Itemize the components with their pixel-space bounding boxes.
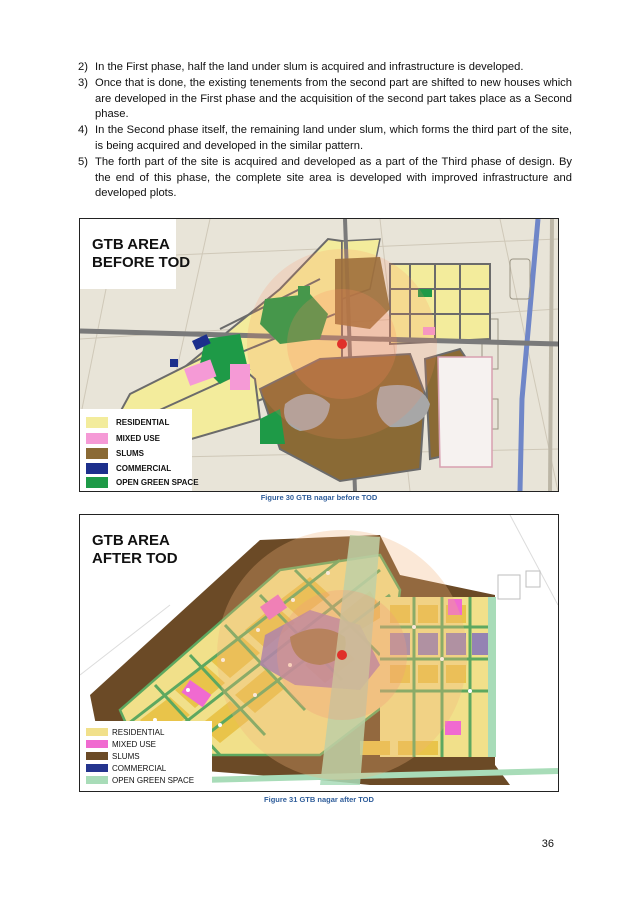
legend-swatch-commercial: [86, 764, 108, 772]
list-text: In the Second phase itself, the remaining land under slum, which forms the third part of the site, is being acquired and developed in the similar pattern.: [95, 124, 572, 152]
legend-label: MIXED USE: [116, 434, 161, 443]
figure-caption: Figure 30 GTB nagar before TOD: [260, 493, 378, 502]
legend-label: SLUMS: [112, 752, 140, 761]
map-before-tod-graphic: [80, 219, 558, 491]
list-item: [78, 155, 572, 202]
legend-swatch-residential: [86, 417, 108, 428]
legend-swatch-slums: [86, 752, 108, 760]
map-title-line2: BEFORE TOD: [92, 254, 191, 271]
list-number: 4): [78, 124, 88, 137]
list-text: The forth part of the site is acquired and developed as a part of the Third phase of design. By the end of this phase, the complete site area is developed with improved infrastructure and developed plots.: [95, 155, 572, 200]
list-text: Once that is done, the existing tenements from the second part are shifted to new houses which are developed in the First phase and the acquisition of the second part takes place as a Second phase.: [95, 76, 572, 121]
list-item: [78, 60, 572, 76]
legend-swatch-mixed-use: [86, 433, 108, 444]
legend-label: COMMERCIAL: [112, 764, 167, 773]
legend-swatch-commercial: [86, 463, 108, 474]
map-title-line1: GTB AREA: [92, 236, 170, 253]
list-number: 2): [78, 61, 88, 73]
phase-list: [78, 60, 572, 202]
page-number: 36: [541, 838, 554, 850]
legend-label: RESIDENTIAL: [116, 418, 170, 427]
legend-swatch-open-green-space: [86, 776, 108, 784]
legend-swatch-residential: [86, 728, 108, 736]
legend-label: RESIDENTIAL: [112, 728, 165, 737]
list-number: 3): [78, 76, 88, 89]
list-number: 5): [78, 155, 88, 168]
legend-label: OPEN GREEN SPACE: [112, 776, 195, 785]
map-title-line2: AFTER TOD: [92, 550, 178, 567]
figure-caption: Figure 31 GTB nagar after TOD: [264, 795, 374, 804]
map-before-tod: [79, 218, 559, 492]
list-text: In the First phase, half the land under slum is acquired and infrastructure is developed.: [95, 61, 524, 73]
legend-swatch-open-green-space: [86, 477, 108, 488]
legend-swatch-mixed-use: [86, 740, 108, 748]
map-after-tod-graphic: [80, 515, 558, 791]
legend-swatch-slums: [86, 448, 108, 459]
map-title-line1: GTB AREA: [92, 532, 170, 549]
list-item: [78, 123, 572, 155]
legend-label: OPEN GREEN SPACE: [116, 478, 199, 487]
list-item: [78, 76, 572, 123]
legend-label: SLUMS: [116, 449, 144, 458]
legend-label: MIXED USE: [112, 740, 157, 749]
map-after-tod: [79, 514, 559, 792]
legend-label: COMMERCIAL: [116, 464, 172, 473]
